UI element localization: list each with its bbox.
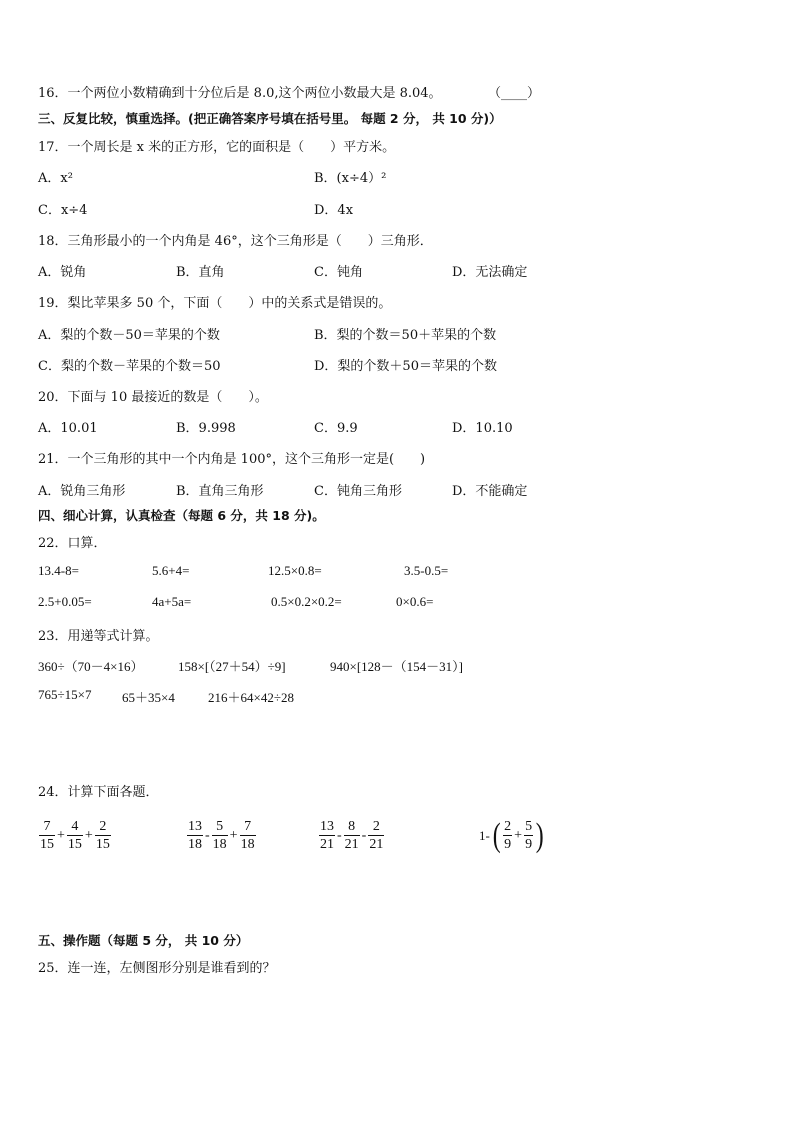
stepwise-calc-item: 940×[128－（154－31）] [330, 659, 463, 674]
question-21-option-d[interactable]: D．不能确定 [452, 484, 528, 499]
operator: - [361, 828, 367, 843]
fraction: $\frac{2}{9}$ [504, 819, 512, 852]
oral-calc-item: 4a+5a= [152, 594, 192, 609]
fraction-expression-4 [478, 816, 545, 856]
fraction-expression-2 [186, 816, 257, 856]
operator: - [205, 828, 210, 843]
question-23-text: 23．用递等式计算。 [38, 629, 159, 644]
oral-calc-item: 5.6+4= [152, 563, 190, 578]
question-19-text: 19．梨比苹果多 50 个，下面（ ）中的关系式是错误的。 [38, 296, 392, 311]
question-19-option-c[interactable]: C．梨的个数－苹果的个数＝50 [38, 359, 221, 374]
fraction: $\frac{7}{15}$ [40, 819, 54, 852]
question-17-option-a[interactable]: A．x² [38, 171, 73, 186]
oral-calc-item: 3.5-0.5= [404, 563, 449, 578]
fraction: $\frac{8}{21}$ [344, 819, 359, 852]
question-17-option-c[interactable]: C．x÷4 [38, 203, 88, 218]
question-20-option-b[interactable]: B．9.998 [176, 421, 236, 436]
question-18-option-b[interactable]: B．直角 [176, 265, 225, 280]
question-20-option-d[interactable]: D．10.10 [452, 421, 513, 436]
section-3-title: 三、反复比较，慎重选择。(把正确答案序号填在括号里。 每题 2 分， 共 10 分)） [38, 111, 502, 126]
fraction-expression-3 [318, 816, 385, 856]
question-21-text: 21．一个三角形的其中一个内角是 100°，这个三角形一定是( ) [38, 452, 426, 467]
fraction: $\frac{2}{21}$ [369, 819, 384, 852]
fraction: $\frac{13}{18}$ [188, 819, 202, 852]
question-18-text: 18．三角形最小的一个内角是 46°，这个三角形是（ ）三角形． [38, 234, 433, 249]
operator: - [337, 828, 342, 843]
section-5-title: 五、操作题（每题 5 分， 共 10 分） [38, 933, 249, 948]
operator: + [57, 828, 65, 843]
left-paren: ( [492, 817, 501, 854]
operator: + [84, 828, 93, 843]
fraction: $\frac{2}{15}$ [95, 819, 110, 852]
question-17-text: 17．一个周长是 x 米的正方形，它的面积是（ ）平方米。 [38, 140, 396, 155]
right-paren: ) [535, 817, 544, 854]
fraction-expression-1 [38, 816, 112, 856]
question-19-option-a[interactable]: A．梨的个数－50＝苹果的个数 [38, 328, 220, 343]
question-20-text: 20．下面与 10 最接近的数是（ ）。 [38, 390, 268, 405]
stepwise-calc-item: 158×[（27＋54）÷9] [178, 659, 286, 674]
oral-calc-item: 13.4-8= [38, 563, 79, 578]
question-19-option-d[interactable]: D．梨的个数＋50＝苹果的个数 [314, 359, 497, 374]
question-21-option-b[interactable]: B．直角三角形 [176, 484, 264, 499]
section-4-title: 四、细心计算，认真检查（每题 6 分，共 18 分)。 [38, 508, 325, 523]
fraction: $\frac{13}{21}$ [320, 819, 334, 852]
question-25-text: 25．连一连，左侧图形分别是谁看到的？ [38, 961, 276, 976]
question-17-option-b[interactable]: B．(x÷4）² [314, 171, 387, 186]
question-16-answer-blank[interactable]: （____） [488, 86, 541, 101]
fraction: $\frac{5}{9}$ [525, 819, 533, 852]
fraction: $\frac{7}{18}$ [240, 819, 255, 852]
question-18-option-a[interactable]: A．锐角 [38, 265, 87, 280]
stepwise-calc-item: 216＋64×42÷28 [208, 690, 294, 705]
question-16-text: 16．一个两位小数精确到十分位后是 8.0,这个两位小数最大是 8.04。 [38, 86, 442, 101]
question-21-option-c[interactable]: C．钝角三角形 [314, 484, 402, 499]
question-20-option-c[interactable]: C．9.9 [314, 421, 358, 436]
stepwise-calc-item: 360÷（70－4×16） [38, 659, 144, 674]
question-21-option-a[interactable]: A．锐角三角形 [38, 484, 126, 499]
oral-calc-item: 2.5+0.05= [38, 594, 92, 609]
oral-calc-item: 12.5×0.8= [268, 563, 322, 578]
stepwise-calc-item: 765÷15×7 [38, 687, 92, 702]
fraction: $\frac{4}{15}$ [67, 819, 82, 852]
question-19-option-b[interactable]: B．梨的个数＝50＋苹果的个数 [314, 328, 497, 343]
operator: + [229, 828, 238, 843]
question-18-option-c[interactable]: C．钝角 [314, 265, 363, 280]
question-16 [38, 82, 442, 101]
question-18-option-d[interactable]: D．无法确定 [452, 265, 528, 280]
stepwise-calc-item: 65＋35×4 [122, 690, 175, 705]
oral-calc-item: 0×0.6= [396, 594, 434, 609]
question-24-text: 24．计算下面各题． [38, 785, 159, 800]
question-22-text: 22．口算． [38, 536, 107, 551]
prefix: 1- [479, 828, 490, 843]
oral-calc-item: 0.5×0.2×0.2= [271, 594, 342, 609]
operator: + [514, 828, 523, 843]
fraction: $\frac{5}{18}$ [212, 819, 227, 852]
question-20-option-a[interactable]: A．10.01 [38, 421, 98, 436]
question-17-option-d[interactable]: D．4x [314, 203, 354, 218]
